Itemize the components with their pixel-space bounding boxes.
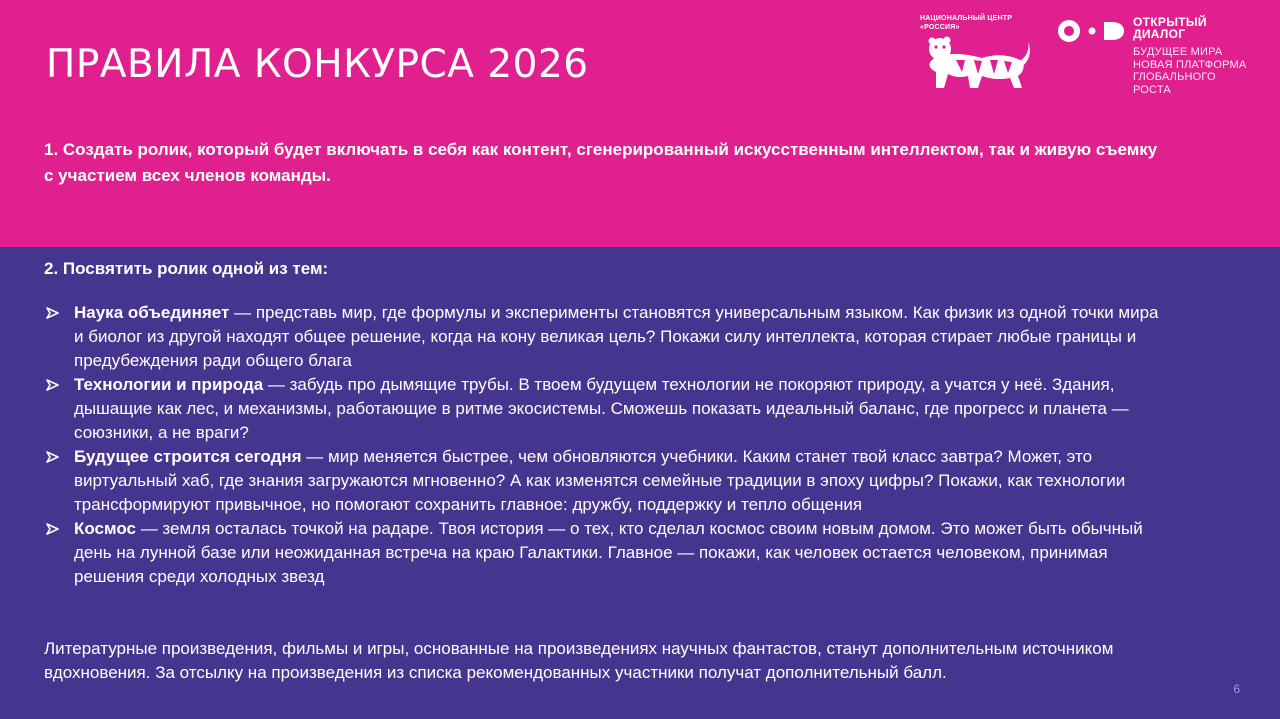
open-dialog-sub1: БУДУЩЕЕ МИРА	[1133, 46, 1223, 58]
theme-text: — представь мир, где формулы и эксперименты становятся универсальным языком. Как физик из одной точки мира и биолог из другой находят общее решение, когда на кону великая цель? Покажи силу интеллекта, которая стирает любые границы и предубеждения ради общего блага	[74, 303, 1159, 370]
open-dialog-sub2: НОВАЯ ПЛАТФОРМА	[1133, 58, 1247, 71]
national-center-subname: «РОССИЯ»	[920, 24, 960, 31]
theme-item	[44, 301, 1164, 373]
footer-note: Литературные произведения, фильмы и игры, основанные на произведениях научных фантастов, станут дополнительным источником вдохновения. За отсылку на произведения из списка рекомендованных участники получат дополнительный балл.	[44, 639, 1114, 682]
arrow-bullet-icon	[46, 301, 66, 319]
arrow-bullet-icon	[46, 517, 66, 535]
theme-text: — мир меняется быстрее, чем обновляются учебники. Каким станет твой класс завтра? Может, это виртуальный хаб, где знания загружаются мгновенно? А как изменятся семейные традиции в эпоху цифры? Покажи, как технологии трансформируют привычное, но помогают сохранить главное: дружбу, поддержку и тепло общения	[74, 447, 1126, 514]
rule-2: 2. Посвятить ролик одной из тем:	[44, 259, 329, 278]
open-dialog-logo	[1058, 16, 1273, 106]
theme-item	[44, 373, 1164, 445]
tiger-icon	[920, 32, 1032, 92]
national-center-name: НАЦИОНАЛЬНЫЙ ЦЕНТР	[920, 15, 1013, 22]
themes-list	[44, 301, 1164, 589]
open-dialog-sub3: ГЛОБАЛЬНОГО	[1133, 71, 1216, 83]
rule-1: 1. Создать ролик, который будет включать в себя как контент, сгенерированный искусственным интеллектом, так и живую съемку с участием всех членов команды.	[44, 140, 1158, 185]
open-dialog-sub4: РОСТА	[1133, 83, 1171, 96]
national-center-logo	[920, 14, 1038, 97]
od-logo-icon	[1058, 20, 1126, 42]
theme-name: Будущее строится сегодня	[74, 447, 302, 466]
open-dialog-line2: ДИАЛОГ	[1133, 27, 1186, 41]
arrow-bullet-icon	[46, 445, 66, 463]
page-title: ПРАВИЛА КОНКУРСА 2026	[46, 42, 589, 87]
theme-text: — забудь про дымящие трубы. В твоем будущем технологии не покоряют природу, а учатся у неё. Здания, дышащие как лес, и механизмы, работающие в ритме экосистемы. Сможешь показать идеальный баланс, где прогресс и планета — союзники, а не враги?	[74, 375, 1129, 442]
theme-item	[44, 517, 1164, 589]
theme-name: Космос	[74, 519, 136, 538]
theme-item	[44, 445, 1164, 517]
theme-name: Технологии и природа	[74, 375, 264, 394]
theme-text: — земля осталась точкой на радаре. Твоя история — о тех, кто сделал космос своим новым домом. Это может быть обычный день на лунной базе или неожиданная встреча на краю Галактики. Главное — покажи, как человек остается человеком, принимая решения среди холодных звезд	[74, 519, 1143, 586]
open-dialog-line1: ОТКРЫТЫЙ	[1133, 15, 1207, 29]
arrow-bullet-icon	[46, 373, 66, 391]
theme-name: Наука объединяет	[74, 303, 230, 322]
page-number: 6	[1233, 682, 1240, 696]
